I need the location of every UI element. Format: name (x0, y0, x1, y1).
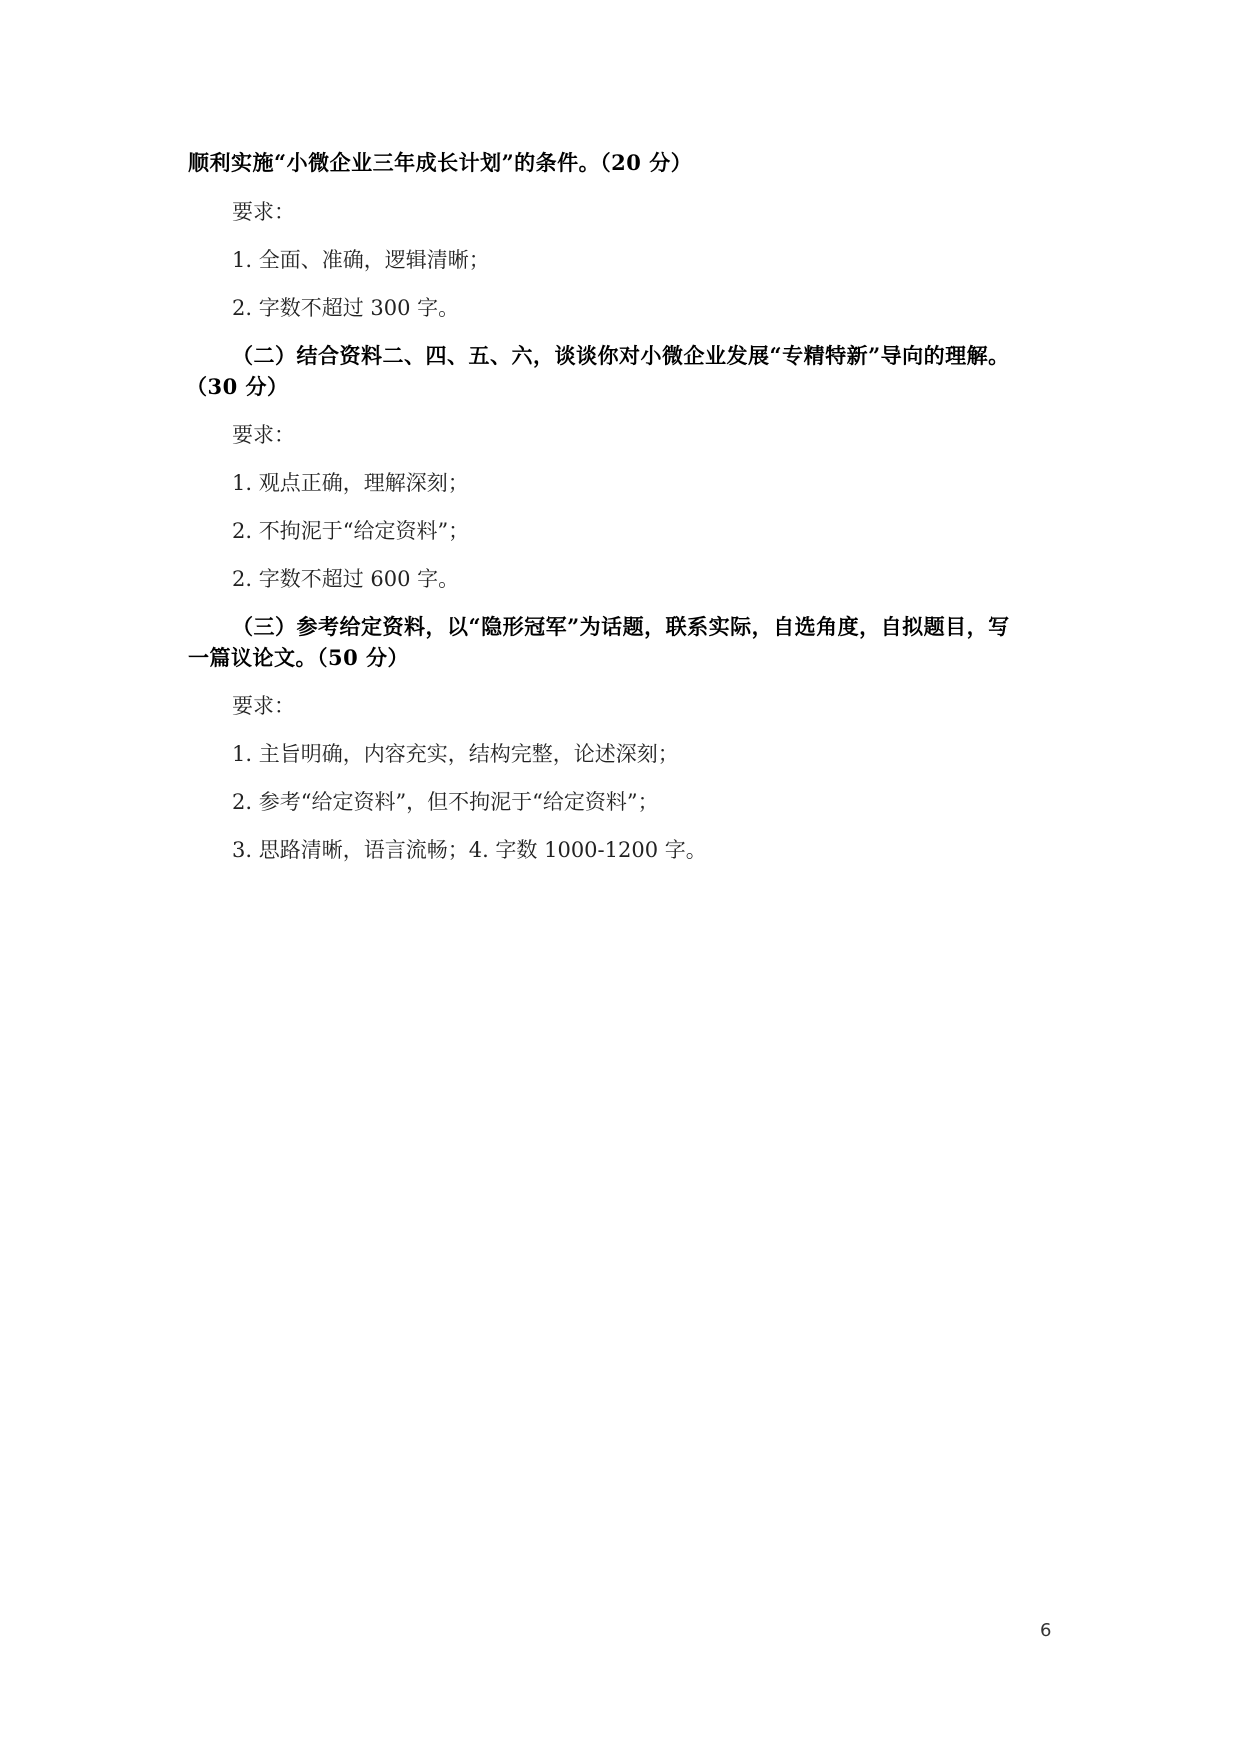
question-3-line-2: 一篇议论文。（50 分） (188, 645, 410, 670)
question-3-line-1: （三）参考给定资料，以“隐形冠军”为话题，联系实际，自选角度，自拟题目，写 (232, 614, 1010, 639)
q1-requirement-item: 1. 全面、准确，逻辑清晰； (232, 248, 490, 272)
q3-requirement-item: 3. 思路清晰，语言流畅；4. 字数 1000-1200 字。 (232, 838, 707, 862)
page-number: 6 (1040, 1620, 1052, 1641)
q2-requirement-item: 1. 观点正确，理解深刻； (232, 471, 469, 495)
question-2-line-1: （二）结合资料二、四、五、六，谈谈你对小微企业发展“专精特新”导向的理解。 (232, 343, 1010, 368)
q2-requirement-item: 2. 不拘泥于“给定资料”； (232, 519, 470, 543)
question-1-tail: 顺利实施“小微企业三年成长计划”的条件。（20 分） (188, 150, 693, 175)
q2-requirements-heading: 要求： (232, 423, 295, 447)
q3-requirements-heading: 要求： (232, 694, 295, 718)
q3-requirement-item: 1. 主旨明确，内容充实，结构完整，论述深刻； (232, 742, 679, 766)
question-2-line-2: （30 分） (186, 374, 289, 399)
q2-requirement-item: 2. 字数不超过 600 字。 (232, 567, 460, 591)
q3-requirement-item: 2. 参考“给定资料”，但不拘泥于“给定资料”； (232, 790, 659, 814)
q1-requirements-heading: 要求： (232, 200, 295, 224)
q1-requirement-item: 2. 字数不超过 300 字。 (232, 296, 460, 320)
